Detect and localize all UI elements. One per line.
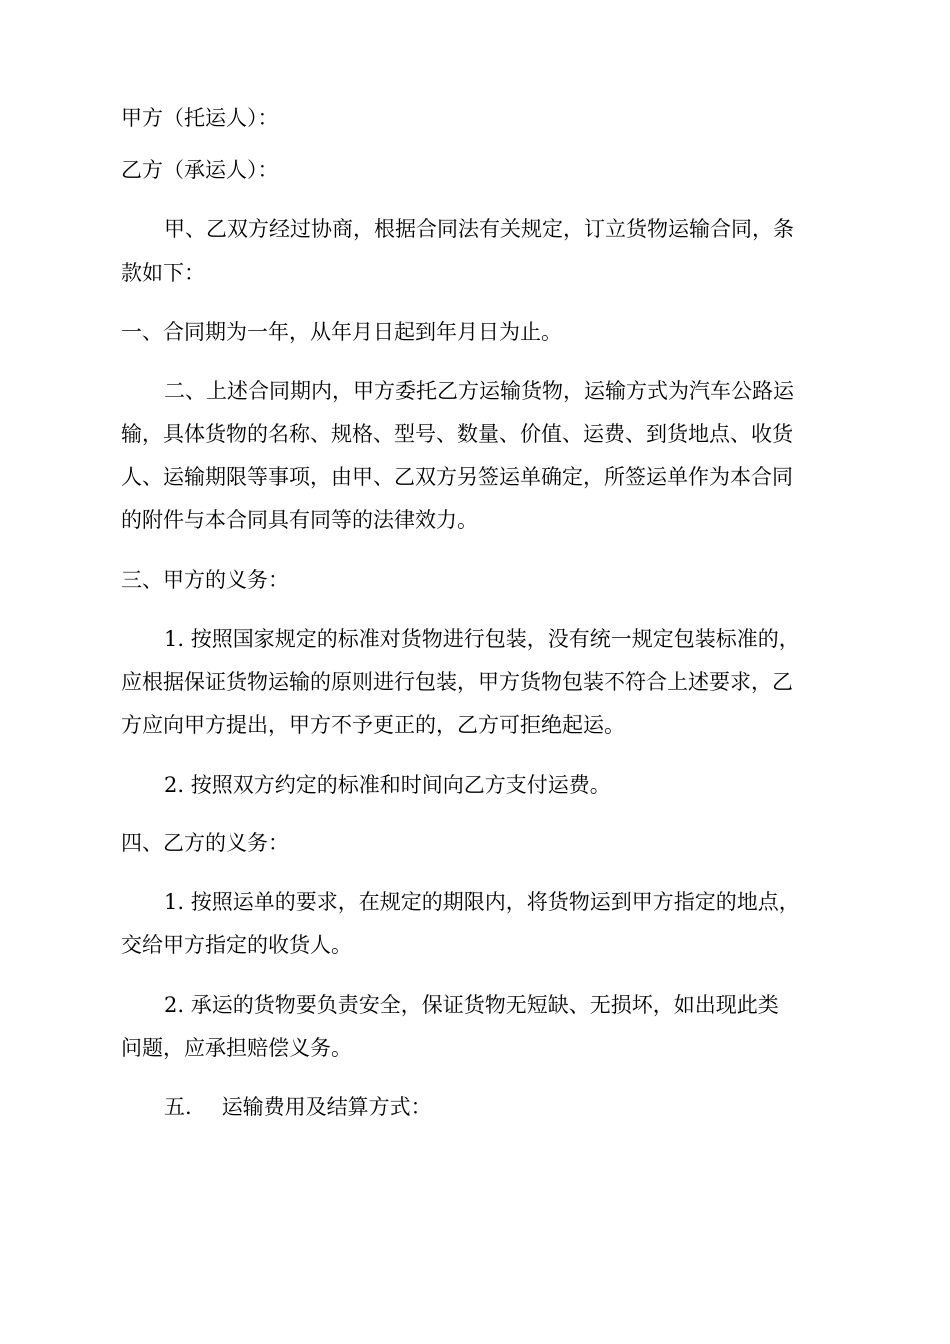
clause-2-line-1: 二、上述合同期内，甲方委托乙方运输货物，运输方式为汽车公路运 [164, 379, 794, 403]
clause-3-item-1-line-3: 方应向甲方提出，甲方不予更正的，乙方可拒绝起运。 [121, 713, 625, 737]
clause-2-line-2: 输，具体货物的名称、规格、型号、数量、价值、运费、到货地点、收货 [121, 422, 793, 446]
clause-3-item-1-line-1: 1. 按照国家规定的标准对货物进行包装，没有统一规定包装标准的， [164, 627, 800, 651]
clause-2-line-3: 人、运输期限等事项，由甲、乙双方另签运单确定，所签运单作为本合同 [121, 465, 793, 489]
clause-4-item-2-line-2: 问题，应承担赔偿义务。 [121, 1036, 352, 1060]
clause-3-item-1-line-2: 应根据保证货物运输的原则进行包装，甲方货物包装不符合上述要求，乙 [121, 670, 793, 694]
clause-4-item-1-line-1: 1. 按照运单的要求，在规定的期限内，将货物运到甲方指定的地点， [164, 890, 800, 914]
clause-2-line-4: 的附件与本合同具有同等的法律效力。 [121, 508, 478, 532]
intro-line-2: 款如下： [121, 261, 205, 285]
intro-line-1: 甲、乙双方经过协商，根据合同法有关规定，订立货物运输合同，条 [164, 217, 794, 241]
clause-5-title: 运输费用及结算方式： [221, 1095, 432, 1119]
clause-4-heading: 四、乙方的义务： [121, 831, 289, 855]
party-b-line: 乙方（承运人）： [121, 158, 279, 182]
clause-5-number: 五. [164, 1095, 192, 1119]
clause-3-heading: 三、甲方的义务： [121, 568, 289, 592]
clause-1: 一、合同期为一年，从年月日起到年月日为止。 [121, 320, 562, 344]
clause-5-heading [164, 1097, 432, 1118]
clause-4-item-2-line-1: 2. 承运的货物要负责安全，保证货物无短缺、无损坏，如出现此类 [164, 993, 779, 1017]
clause-3-item-2: 2. 按照双方约定的标准和时间向乙方支付运费。 [164, 773, 611, 797]
clause-4-item-1-line-2: 交给甲方指定的收货人。 [121, 933, 352, 957]
party-a-line: 甲方（托运人）： [121, 106, 279, 130]
